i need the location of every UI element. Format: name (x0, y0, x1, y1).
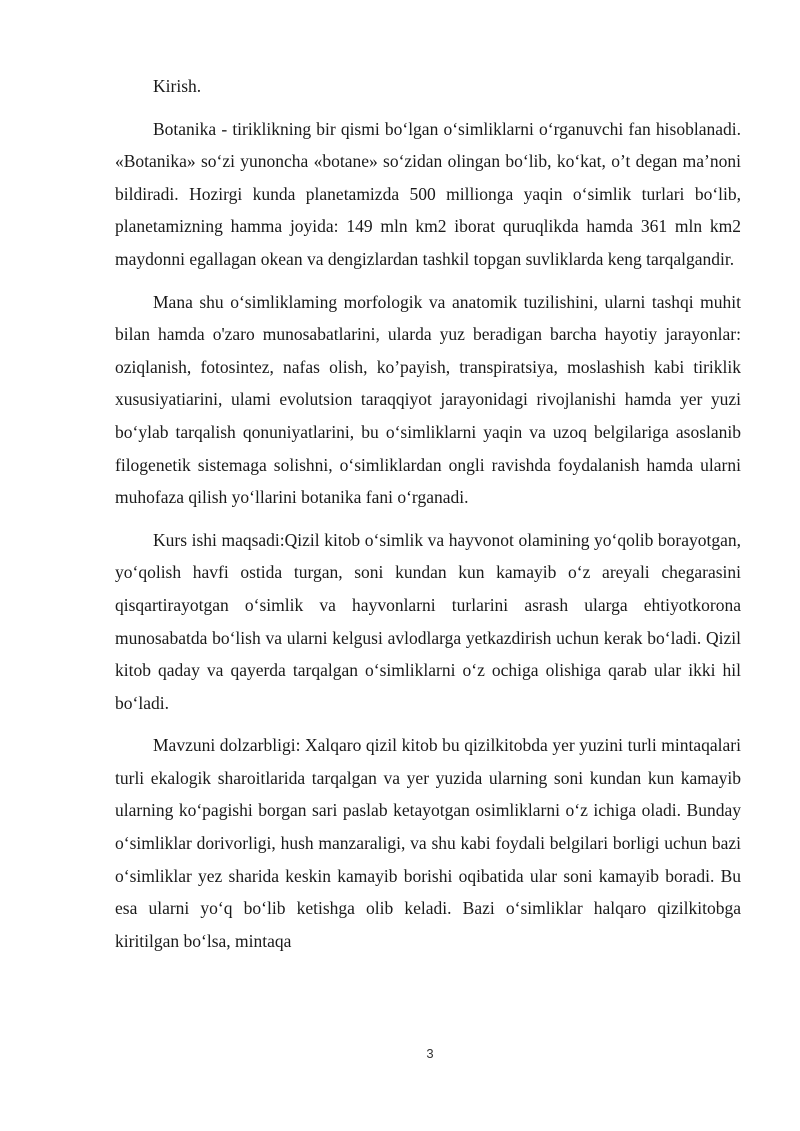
paragraph-goal: Kurs ishi maqsadi:Qizil kitob oʻsimlik va hayvonot olamining yoʻqolib borayotgan, yoʻqolish havfi ostida turgan, soni kundan kun kamayib oʻz areyali chegarasini qisqartirayotgan oʻsimlik va hayvonlarni turlarini asrash ularga ehtiyotkorona munosabatda boʻlish va ularni kelgusi avlodlarga yetkazdirish uchun kerak boʻladi. Qizil kitob qaday va qayerda tarqalgan oʻsimliklarni oʻz ochiga olishiga qarab ular ikki hil boʻladi. (115, 529, 741, 713)
body-text (115, 70, 741, 967)
page-number: 3 (426, 1046, 434, 1061)
paragraph-scope: Mana shu oʻsimliklaming morfologik va anatomik tuzilishini, ularni tashqi muhit bilan hamda o'zaro munosabatlarini, ularda yuz beradigan barcha hayotiy jarayonlar: oziqlanish, fotosintez, nafas olish, ko’payish, transpiratsiya, moslashish kabi tiriklik xususiyatiarini, ulami evolutsion taraqqiyot jarayonidagi rivojlanishi hamda yer yuzi boʻylab tarqalish qonuniyatlarini, bu oʻsimliklarni yaqin va uzoq belgilariga asoslanib filogenetik sistemaga solishni, oʻsimliklardan ongli ravishda foydalanish hamda ularni muhofaza qilish yoʻllarini botanika fani oʻrganadi. (115, 291, 741, 508)
section-heading: Kirish. (153, 76, 202, 96)
paragraph-intro: Botanika - tiriklikning bir qismi boʻlgan oʻsimliklarni oʻrganuvchi fan hisoblanadi. «Botanika» soʻzi yunoncha «botane» soʻzidan olingan boʻlib, koʻkat, o’t degan ma’noni bildiradi. Hozirgi kunda planetamizda 500 millionga yaqin oʻsimlik turlari boʻlib, planetamizning hamma joyida: 149 mln km2 iborat quruqlikda hamda 361 mln km2 maydonni egallagan okean va dengizlardan tashkil topgan suvliklarda keng tarqalgandir. (115, 118, 741, 269)
paragraph-relevance: Mavzuni dolzarbligi: Xalqaro qizil kitob bu qizilkitobda yer yuzini turli mintaqalari turli ekalogik sharoitlarida tarqalgan va yer yuzida ularning soni kundan kun kamayib ularning koʻpagishi borgan sari paslab ketayotgan osimliklarni oʻz ichiga oladi. Bunday oʻsimliklar dorivorligi, hush manzaraligi, va shu kabi foydali belgilari borligi uchun bazi oʻsimliklar yez sharida keskin kamayib borishi oqibatida ular soni kamayib boradi. Bu esa ularni yoʻq boʻlib ketishga olib keladi. Bazi oʻsimliklar halqaro qizilkitobga kiritilgan boʻlsa, mintaqa (115, 735, 741, 951)
